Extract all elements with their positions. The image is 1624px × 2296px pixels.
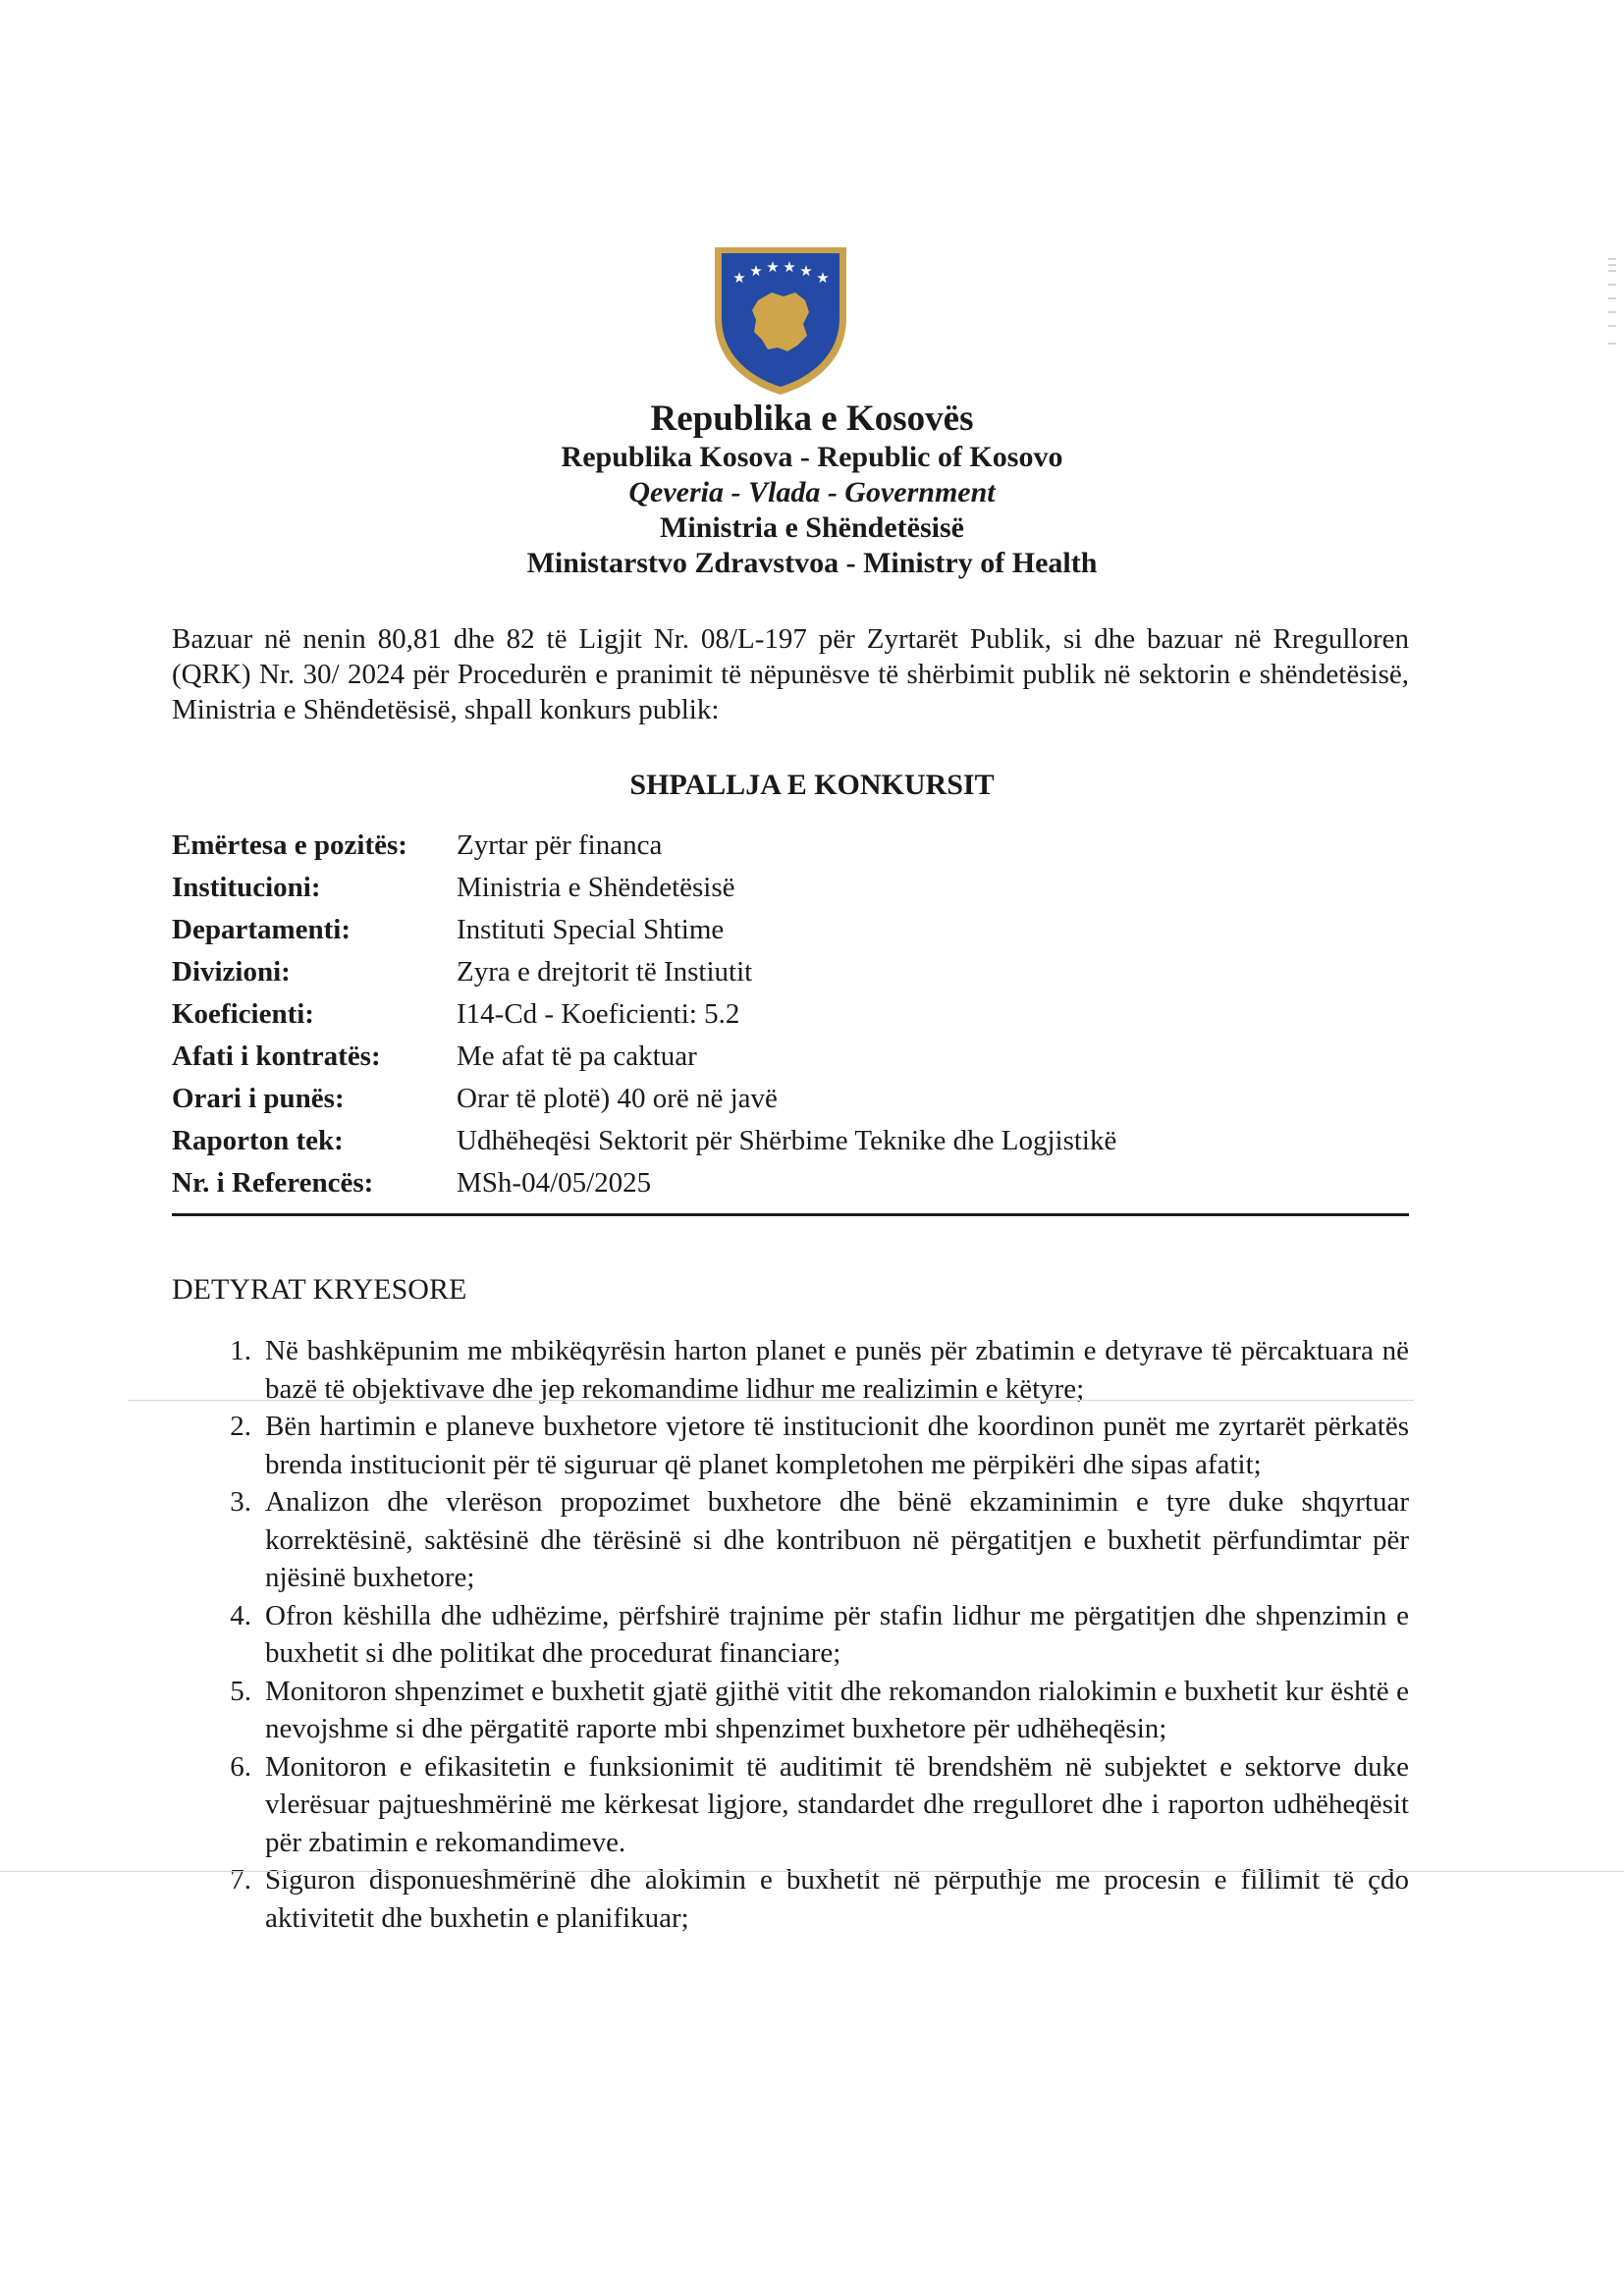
list-item <box>172 1673 1409 1748</box>
field-label: Institucioni: <box>172 872 321 903</box>
scan-edge-marks <box>1608 255 1616 353</box>
field-value: I14-Cd - Koeficienti: 5.2 <box>457 998 740 1030</box>
intro-paragraph: Bazuar në nenin 80,81 dhe 82 të Ligjit Nr. 08/L-197 për Zyrtarët Publik, si dhe bazuar në Rregulloren (QRK) Nr. 30/ 2024 për Procedurën e pranimit të nëpunësve të shërbimit publik në sektorin e shëndetësisë, Ministria e Shëndetësisë, shpall konkurs publik: <box>172 623 1409 725</box>
field-label: Emërtesa e pozitës: <box>172 829 407 861</box>
list-item <box>172 1748 1409 1862</box>
department-field <box>172 914 1409 956</box>
field-value: Zyrtar për financa <box>457 829 663 861</box>
svg-text:★: ★ <box>783 258 796 276</box>
position-details <box>172 829 1409 1209</box>
institution-field <box>172 872 1409 914</box>
item-number: 7. <box>230 1864 251 1896</box>
item-text: Analizon dhe vlerëson propozimet buxhetore dhe bënë ekzaminimin e tyre duke shqyrtuar korrektësinë, saktësinë dhe tërësinë si dhe kontribuon në përgatitjen e buxhetit përfundimtar për njësinë buxhetore; <box>265 1486 1409 1593</box>
reference-number-field <box>172 1167 1409 1209</box>
field-value: Orar të plotë) 40 orë në javë <box>457 1083 778 1114</box>
svg-text:★: ★ <box>732 269 746 287</box>
svg-text:★: ★ <box>749 262 763 280</box>
list-item <box>172 1597 1409 1673</box>
item-number: 1. <box>230 1335 251 1366</box>
item-text: Bën hartimin e planeve buxhetore vjetore të institucionit dhe koordinon punët me zyrtarët përkatës brenda institucionit për të siguruar që planet kompletohen me përpikëri dhe sipas afatit; <box>265 1411 1409 1480</box>
scan-artifact-line <box>0 1871 1624 1872</box>
duties-heading: DETYRAT KRYESORE <box>172 1273 467 1306</box>
working-hours-field <box>172 1083 1409 1125</box>
svg-text:★: ★ <box>766 258 780 276</box>
announcement-title: SHPALLJA E KONKURSIT <box>629 769 995 801</box>
field-label: Nr. i Referencës: <box>172 1167 374 1199</box>
list-item <box>172 1483 1409 1597</box>
ministry-name-translations: Ministarstvo Zdravstvoa - Ministry of Health <box>526 547 1098 579</box>
list-item <box>172 1332 1409 1408</box>
item-text: Siguron disponueshmërinë dhe alokimin e buxhetit në përputhje me procesin e fillimit të çdo aktivitetit dhe buxhetin e planifikuar; <box>265 1864 1409 1934</box>
ministry-name: Ministria e Shëndetësisë <box>660 511 964 544</box>
government-line: Qeveria - Vlada - Government <box>628 476 996 508</box>
svg-text:★: ★ <box>799 262 813 280</box>
division-field <box>172 956 1409 998</box>
field-label: Afati i kontratës: <box>172 1041 381 1072</box>
field-label: Departamenti: <box>172 914 352 945</box>
reports-to-field <box>172 1125 1409 1167</box>
item-number: 2. <box>230 1411 251 1442</box>
republic-subtitle: Republika Kosova - Republic of Kosovo <box>561 441 1063 473</box>
duties-list <box>172 1332 1409 1937</box>
field-value: Instituti Special Shtime <box>457 914 725 945</box>
scan-artifact-line <box>128 1400 1414 1401</box>
svg-text:★: ★ <box>816 269 830 287</box>
item-number: 5. <box>230 1675 251 1707</box>
item-text: Monitoron shpenzimet e buxhetit gjatë gjithë vitit dhe rekomandon rialokimin e buxhetit kur është e nevojshme si dhe përgatitë raporte mbi shpenzimet buxhetore për udhëheqësin; <box>265 1675 1409 1744</box>
field-label: Divizioni: <box>172 956 291 988</box>
item-text: Monitoron e efikasitetin e funksionimit të auditimit të brendshëm në subjektet e sektorve duke vlerësuar pajtueshmërinë me kërkesat ligjore, standardet dhe rregulloret dhe i raporton udhëheqësit për zbatimin e rekomandimeve. <box>265 1750 1409 1858</box>
item-text: Ofron këshilla dhe udhëzime, përfshirë trajnime për stafin lidhur me përgatitjen dhe shpenzimin e buxhetit si dhe politikat dhe procedurat financiare; <box>265 1599 1409 1669</box>
coefficient-field <box>172 998 1409 1041</box>
kosovo-coat-of-arms-icon <box>707 241 854 399</box>
field-label: Orari i punës: <box>172 1083 345 1114</box>
field-value: Ministria e Shëndetësisë <box>457 872 735 903</box>
contract-term-field <box>172 1041 1409 1083</box>
field-label: Raporton tek: <box>172 1125 344 1156</box>
item-number: 3. <box>230 1486 251 1518</box>
section-divider <box>172 1213 1409 1216</box>
item-number: 4. <box>230 1599 251 1631</box>
field-value: Me afat të pa caktuar <box>457 1041 697 1072</box>
republic-title: Republika e Kosovës <box>650 399 974 439</box>
item-text: Në bashkëpunim me mbikëqyrësin harton planet e punës për zbatimin e detyrave të përcaktuara në bazë të objektivave dhe jep rekomandime lidhur me realizimin e këtyre; <box>265 1335 1409 1405</box>
item-number: 6. <box>230 1750 251 1783</box>
field-value: Zyra e drejtorit të Instiutit <box>457 956 753 988</box>
position-field <box>172 829 1409 872</box>
field-value: Udhëheqësi Sektorit për Shërbime Teknike dhe Logjistikë <box>457 1125 1117 1156</box>
list-item <box>172 1861 1409 1937</box>
field-label: Koeficienti: <box>172 998 314 1030</box>
list-item <box>172 1408 1409 1483</box>
field-value: MSh-04/05/2025 <box>457 1167 652 1199</box>
